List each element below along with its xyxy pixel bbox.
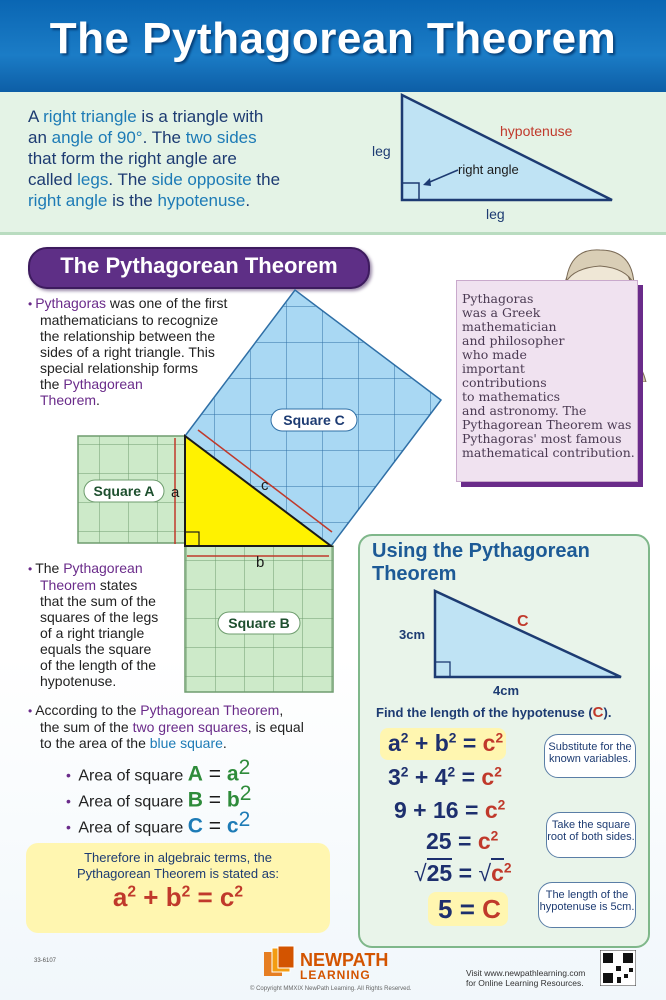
kw-two-green-squares: two green squares — [132, 719, 248, 735]
area-bullet: • — [66, 819, 71, 836]
step-eq: = — [452, 860, 479, 886]
area-bullet: • — [66, 793, 71, 810]
step-eq: = — [455, 764, 482, 790]
therefore-line-1: Therefore in algebraic terms, the — [84, 850, 272, 865]
bio-line: mathematician — [462, 319, 557, 334]
side-3cm-label: 3cm — [399, 627, 426, 642]
leg-bottom-label: leg — [486, 206, 505, 222]
step-op: + — [408, 730, 435, 756]
para2-word-2: states — [96, 577, 138, 593]
side-a-label: a — [171, 484, 180, 501]
find-post: ). — [603, 705, 612, 720]
step-eq: = — [451, 828, 478, 854]
step-pow: 2 — [447, 764, 456, 780]
intro-text-1: A — [28, 107, 44, 126]
step-pow: 2 — [495, 730, 504, 746]
page-title: The Pythagorean Theorem — [49, 14, 617, 63]
para3-word-5: to the area of the — [40, 735, 150, 751]
area-letter-c: C — [187, 814, 203, 838]
bio-line: mathematical contribution. — [462, 445, 635, 460]
para1-line-4: sides of a right triangle. This — [40, 344, 215, 360]
step-term: 25 — [426, 860, 453, 886]
step-op: + — [408, 764, 435, 790]
bio-line: Pythagorean Theorem was — [462, 417, 632, 432]
kw-blue-square: blue square — [149, 735, 223, 751]
qr-code-icon — [600, 950, 636, 986]
para1-line-6: the — [40, 376, 64, 392]
area-bullet: • — [66, 767, 71, 784]
copyright-text: © Copyright MMXIX NewPath Learning. All Rights Reserved. — [250, 986, 412, 992]
hypotenuse-label: hypotenuse — [500, 123, 573, 139]
intro-triangle — [402, 95, 612, 200]
step-pow: 2 — [400, 730, 409, 746]
example-triangle — [435, 591, 621, 677]
step-pow: 2 — [490, 828, 499, 844]
formula-pow: 2 — [181, 883, 191, 901]
formula-pow: 2 — [234, 883, 244, 901]
bio-line: important — [462, 361, 525, 376]
bullet-1: • — [28, 297, 33, 311]
intro-triangle-diagram — [360, 92, 666, 232]
list-item — [66, 782, 316, 812]
bio-line: to mathematics — [462, 389, 561, 404]
theorem-statement-paragraph — [28, 560, 178, 689]
step-var: c — [481, 764, 495, 790]
intro-text-7: . The — [108, 170, 152, 189]
formula-a: a — [112, 882, 128, 912]
step-pow: 2 — [448, 730, 457, 746]
step-3 — [394, 797, 505, 824]
step-op: + — [406, 797, 434, 823]
area-text: Area of square — [78, 767, 184, 785]
bio-line: who made — [462, 347, 527, 362]
para2-line: that the sum of the — [40, 593, 156, 609]
intro-kw-hypotenuse: hypotenuse — [157, 191, 246, 210]
logo-newpath: NEWPATH — [300, 950, 389, 970]
theorem-formula — [26, 882, 330, 913]
para1-line-3: the relationship between the — [40, 328, 216, 344]
area-text: Area of square — [78, 819, 184, 837]
para2-line: of the length of the — [40, 657, 156, 673]
para1-line-2: mathematicians to recognize — [40, 312, 219, 328]
intro-kw-right-triangle: right triangle — [43, 107, 137, 126]
step-6 — [438, 894, 501, 925]
find-var: C — [592, 704, 604, 721]
area-letter-a: A — [187, 762, 203, 786]
therefore-line-2: Pythagorean Theorem is stated as: — [76, 866, 280, 881]
formula-plus: + — [136, 882, 166, 912]
visit-line-1: Visit www.newpathlearning.com — [466, 968, 586, 978]
area-var-b: b — [226, 788, 240, 812]
product-code: 33-6107 — [34, 958, 57, 964]
step-1 — [388, 730, 503, 757]
hint-bubble-answer: The length of the hypotenuse is 5cm. — [538, 882, 636, 928]
step-var: c — [482, 730, 496, 756]
para3-word-1: According to the — [35, 702, 141, 718]
kw-theorem-2: Theorem — [40, 577, 97, 593]
para3-word-3: the sum of the — [40, 719, 133, 735]
green-squares-paragraph — [28, 702, 358, 751]
right-angle-label: right angle — [458, 162, 519, 177]
area-eq: = — [202, 788, 227, 812]
area-eq: = — [202, 814, 227, 838]
list-item — [66, 756, 316, 786]
para3-word-6: . — [222, 735, 227, 751]
intro-text-8: the — [251, 170, 281, 189]
para1-line-5: special relationship forms — [40, 360, 198, 376]
area-var-c: c — [226, 814, 239, 838]
intro-kw-two-sides: two sides — [185, 128, 257, 147]
area-letter-b: B — [187, 788, 203, 812]
para2-word-1: The — [35, 560, 64, 576]
bullet-2: • — [28, 562, 33, 576]
para2-line: equals the square — [40, 641, 152, 657]
step-term: 16 — [433, 797, 459, 823]
logo-learning: LEARNING — [300, 968, 371, 982]
intro-kw-angle: angle of 90° — [51, 128, 143, 147]
step-term: 4 — [434, 764, 448, 790]
step-pow: 2 — [497, 797, 506, 813]
using-title-1: Using the Pythagorean — [372, 540, 590, 562]
intro-paragraph — [28, 106, 348, 211]
step-term: 3 — [388, 764, 401, 790]
using-title-2: Theorem — [372, 563, 457, 585]
intro-kw-side-opposite: side opposite — [151, 170, 252, 189]
find-hypotenuse-text — [376, 704, 611, 721]
bio-line: and astronomy. The — [462, 403, 587, 418]
para3-word-2: , — [279, 702, 284, 718]
step-var: c — [484, 797, 498, 823]
kw-pythagoras: Pythagoras — [35, 295, 107, 311]
formula-b: b — [165, 882, 182, 912]
step-term: a — [388, 730, 401, 756]
step-4 — [426, 828, 498, 855]
area-pow: 2 — [239, 782, 252, 805]
step-pow: 2 — [494, 764, 502, 780]
bullet-3: • — [28, 704, 33, 718]
step-var: C — [482, 894, 501, 924]
para3-word-4: , is equal — [247, 719, 304, 735]
kw-theorem: Theorem — [40, 392, 97, 408]
sqrt-icon: √ — [478, 860, 492, 886]
area-text: Area of square — [78, 793, 184, 811]
square-b-label: Square B — [228, 615, 290, 631]
step-pow: 2 — [503, 860, 512, 876]
para2-line: squares of the legs — [40, 609, 159, 625]
area-pow: 2 — [238, 808, 251, 831]
area-var-a: a — [226, 762, 239, 786]
formula-eq: = — [190, 882, 220, 912]
step-term: 25 — [426, 828, 452, 854]
example-triangle-diagram — [395, 585, 635, 700]
area-list — [66, 756, 316, 838]
step-eq: = — [452, 894, 483, 924]
step-var: c — [477, 828, 491, 854]
formula-pow: 2 — [127, 883, 137, 901]
pythagoras-bio-text — [462, 292, 637, 460]
intro-text-4: . The — [142, 128, 186, 147]
intro-text-6: called — [28, 170, 78, 189]
therefore-text — [26, 850, 330, 882]
sqrt-icon: √ — [414, 860, 427, 886]
side-c-label: c — [261, 477, 269, 494]
kw-pythagorean-theorem: Pythagorean Theorem — [140, 702, 280, 718]
step-term: b — [434, 730, 449, 756]
side-c-hyp-label: C — [517, 613, 529, 630]
step-2 — [388, 764, 502, 791]
intro-text-9: is the — [107, 191, 158, 210]
intro-text-5: that form the right angle are — [28, 149, 237, 168]
intro-text-2: is a triangle with — [136, 107, 264, 126]
para2-line: hypotenuse. — [40, 673, 117, 689]
hint-bubble-square-root: Take the square root of both sides. — [546, 812, 636, 858]
bio-line: was a Greek — [462, 305, 541, 320]
intro-text-3: an — [28, 128, 52, 147]
step-eq: = — [456, 730, 483, 756]
find-pre: Find the length of the hypotenuse ( — [376, 705, 593, 720]
step-eq: = — [458, 797, 485, 823]
step-term: 9 — [394, 797, 407, 823]
para2-line: of a right triangle — [40, 625, 145, 641]
bio-line: and philosopher — [462, 333, 565, 348]
intro-kw-legs: legs — [77, 170, 109, 189]
kw-pythagorean-2: Pythagorean — [63, 560, 143, 576]
para1-line-1: was one of the first — [109, 295, 228, 311]
visit-line-2: for Online Learning Resources. — [466, 978, 584, 988]
bio-line: Pythagoras — [462, 291, 534, 306]
leg-left-label: leg — [372, 143, 391, 159]
para1-dot: . — [96, 392, 100, 408]
bio-line: contributions — [462, 375, 547, 390]
step-pow: 2 — [400, 764, 409, 780]
square-c-label: Square C — [283, 412, 345, 428]
step-term: 5 — [438, 894, 453, 924]
intro-kw-right-angle: right angle — [28, 191, 108, 210]
list-item — [66, 808, 316, 838]
hint-bubble-substitute: Substitute for the known variables. — [544, 734, 636, 778]
formula-c: c — [219, 882, 235, 912]
area-pow: 2 — [238, 756, 251, 779]
visit-website-text — [466, 968, 585, 988]
side-4cm-label: 4cm — [493, 683, 520, 698]
newpath-logo-icon — [262, 944, 296, 978]
bio-line: Pythagoras' most famous — [462, 431, 622, 446]
step-var: c — [491, 860, 504, 886]
step-5 — [414, 860, 512, 887]
intro-text-10: . — [245, 191, 251, 210]
kw-pythagorean: Pythagorean — [63, 376, 143, 392]
area-eq: = — [202, 762, 227, 786]
section-title: The Pythagorean Theorem — [60, 253, 338, 278]
side-b-label: b — [256, 554, 265, 571]
square-a-label: Square A — [93, 483, 155, 499]
using-title — [372, 540, 590, 586]
